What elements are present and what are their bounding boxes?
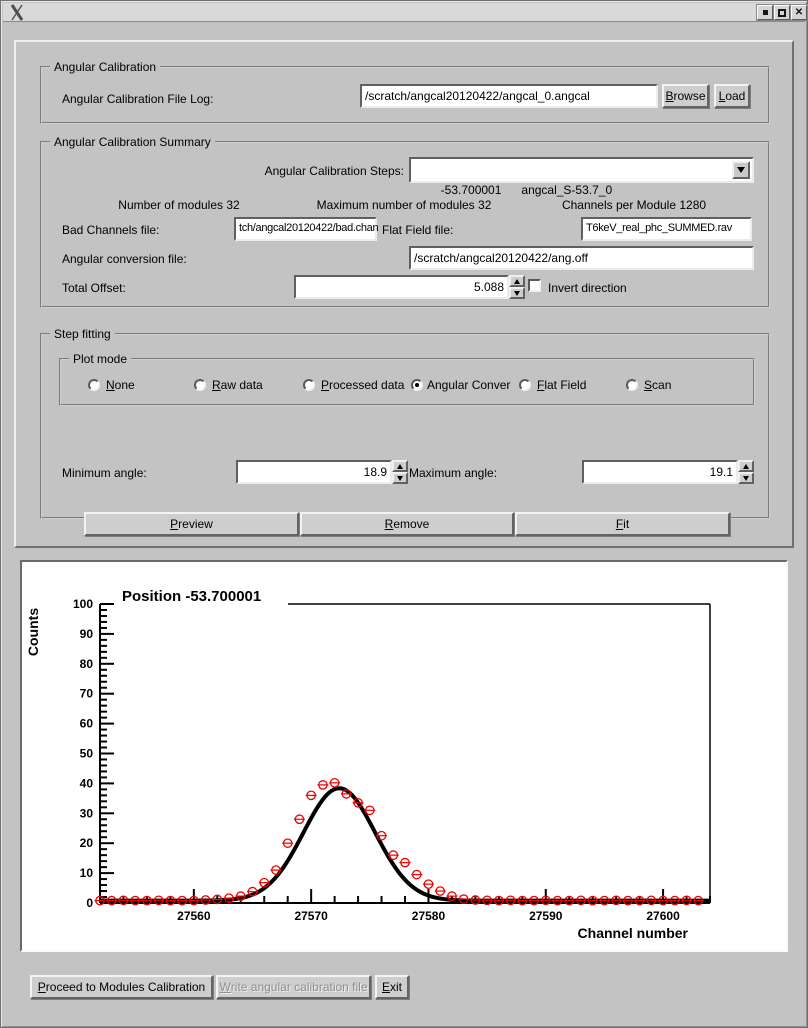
- group-plot-mode: [59, 352, 755, 406]
- plot-mode-radio-scan[interactable]: [626, 379, 638, 391]
- arrow-down-icon: [743, 476, 749, 481]
- maximize-icon: [778, 9, 786, 17]
- arrow-down-icon: [514, 291, 520, 296]
- plot-mode-label-none[interactable]: None: [106, 378, 135, 392]
- min-angle-label: Minimum angle:: [62, 466, 147, 480]
- svg-text:27590: 27590: [529, 909, 563, 923]
- total-offset-label: Total Offset:: [62, 281, 126, 295]
- browse-button[interactable]: B rowse: [662, 84, 709, 108]
- min-angle-input[interactable]: 18.9: [236, 460, 392, 484]
- steps-combobox[interactable]: [409, 157, 754, 197]
- arrow-up-icon: [514, 279, 520, 284]
- max-angle-input[interactable]: 19.1: [582, 460, 738, 484]
- preview-button[interactable]: P review: [84, 512, 299, 536]
- write-angular-calibration-file-button[interactable]: W rite angular calibration file: [216, 975, 371, 999]
- ang-conv-input[interactable]: /scratch/angcal20120422/ang.off: [409, 246, 754, 270]
- plot-mode-radio-none[interactable]: [88, 379, 100, 391]
- svg-text:80: 80: [79, 656, 93, 671]
- min-angle-spinner: [392, 460, 408, 484]
- total-offset-spin-down-button[interactable]: [509, 287, 525, 299]
- group-step-fitting: [40, 327, 770, 531]
- flat-field-label: Flat Field file:: [382, 223, 454, 237]
- bad-channels-label: Bad Channels file:: [62, 223, 160, 237]
- plot-mode-radio-raw-data[interactable]: [194, 379, 206, 391]
- plot-mode-radio-flat-field[interactable]: [519, 379, 531, 391]
- minimize-button[interactable]: [757, 5, 773, 20]
- invert-direction-checkbox[interactable]: [528, 279, 541, 292]
- steps-combobox-value: -53.700001 angcal_S-53.7_0: [440, 183, 613, 197]
- min-angle-spin-down-button[interactable]: [392, 472, 408, 484]
- svg-text:Channel number: Channel number: [577, 925, 688, 941]
- total-offset-spinner: [509, 275, 525, 299]
- bad-channels-input[interactable]: tch/angcal20120422/bad.chan: [234, 217, 377, 241]
- arrow-up-icon: [397, 464, 403, 469]
- exit-button[interactable]: E xit: [375, 975, 409, 999]
- max-angle-spin-down-button[interactable]: [738, 472, 754, 484]
- controls-panel: [14, 40, 794, 548]
- group-step-fitting-title: Step fitting: [50, 327, 115, 341]
- fit-button[interactable]: F it: [515, 512, 730, 536]
- svg-text:100: 100: [72, 597, 93, 611]
- file-log-label: Angular Calibration File Log:: [62, 92, 214, 106]
- group-plot-mode-title: Plot mode: [69, 352, 131, 366]
- steps-combobox-dropdown-button[interactable]: [732, 161, 750, 179]
- plot-panel: [20, 560, 788, 952]
- svg-text:27600: 27600: [646, 909, 680, 923]
- flat-field-input[interactable]: T6keV_real_phc_SUMMED.rav: [581, 217, 752, 241]
- svg-text:90: 90: [79, 626, 93, 641]
- close-icon: ✕: [794, 6, 804, 18]
- titlebar: [3, 3, 805, 22]
- max-angle-label: Maximum angle:: [409, 466, 498, 480]
- plot-mode-label-processed-data[interactable]: Processed data: [321, 378, 405, 392]
- invert-direction-label: Invert direction: [548, 281, 627, 295]
- max-modules-text: Maximum number of modules 32: [316, 198, 492, 212]
- steps-label: Angular Calibration Steps:: [264, 164, 404, 178]
- svg-text:0: 0: [86, 896, 93, 910]
- svg-text:27560: 27560: [177, 909, 211, 923]
- load-button[interactable]: L oad: [714, 84, 750, 108]
- step-plot: [22, 562, 786, 950]
- svg-text:40: 40: [79, 776, 93, 791]
- x11-logo-icon: [9, 4, 25, 21]
- svg-text:30: 30: [79, 806, 93, 821]
- file-log-input[interactable]: /scratch/angcal20120422/angcal_0.angcal: [360, 84, 658, 108]
- group-summary: [40, 135, 770, 308]
- arrow-down-icon: [397, 476, 403, 481]
- ang-conv-label: Angular conversion file:: [62, 252, 187, 266]
- num-modules-text: Number of modules 32: [118, 198, 240, 212]
- minimize-icon: [763, 10, 768, 15]
- plot-mode-label-flat-field[interactable]: Flat Field: [537, 378, 587, 392]
- max-angle-spinner: [738, 460, 754, 484]
- total-offset-spin-up-button[interactable]: [509, 275, 525, 287]
- close-button[interactable]: [791, 5, 807, 20]
- channels-per-module-text: Channels per Module 1280: [561, 198, 707, 212]
- svg-text:20: 20: [79, 836, 93, 851]
- max-angle-spin-up-button[interactable]: [738, 460, 754, 472]
- plot-mode-label-angular-conversion[interactable]: Angular Conver: [427, 378, 511, 392]
- arrow-up-icon: [743, 464, 749, 469]
- plot-mode-label-scan[interactable]: Scan: [644, 378, 672, 392]
- min-angle-spin-up-button[interactable]: [392, 460, 408, 472]
- svg-text:27570: 27570: [294, 909, 328, 923]
- svg-text:60: 60: [79, 716, 93, 731]
- total-offset-input[interactable]: 5.088: [294, 275, 509, 299]
- svg-text:Position -53.700001: Position -53.700001: [122, 588, 262, 605]
- proceed-modules-calibration-button[interactable]: P roceed to Modules Calibration: [30, 975, 213, 999]
- plot-mode-label-raw-data[interactable]: Raw data: [212, 378, 263, 392]
- plot-mode-radio-angular-conversion[interactable]: [411, 379, 423, 391]
- maximize-button[interactable]: [774, 5, 790, 20]
- remove-button[interactable]: R emove: [300, 512, 514, 536]
- group-summary-title: Angular Calibration Summary: [50, 135, 215, 149]
- svg-text:Counts: Counts: [25, 607, 41, 657]
- chevron-down-icon: [737, 167, 745, 173]
- group-angular-calibration-title: Angular Calibration: [50, 60, 160, 74]
- svg-text:50: 50: [79, 746, 93, 761]
- plot-mode-radio-processed-data[interactable]: [303, 379, 315, 391]
- svg-text:70: 70: [79, 686, 93, 701]
- group-angular-calibration: [40, 60, 770, 124]
- svg-text:10: 10: [79, 866, 93, 881]
- svg-text:27580: 27580: [411, 909, 446, 923]
